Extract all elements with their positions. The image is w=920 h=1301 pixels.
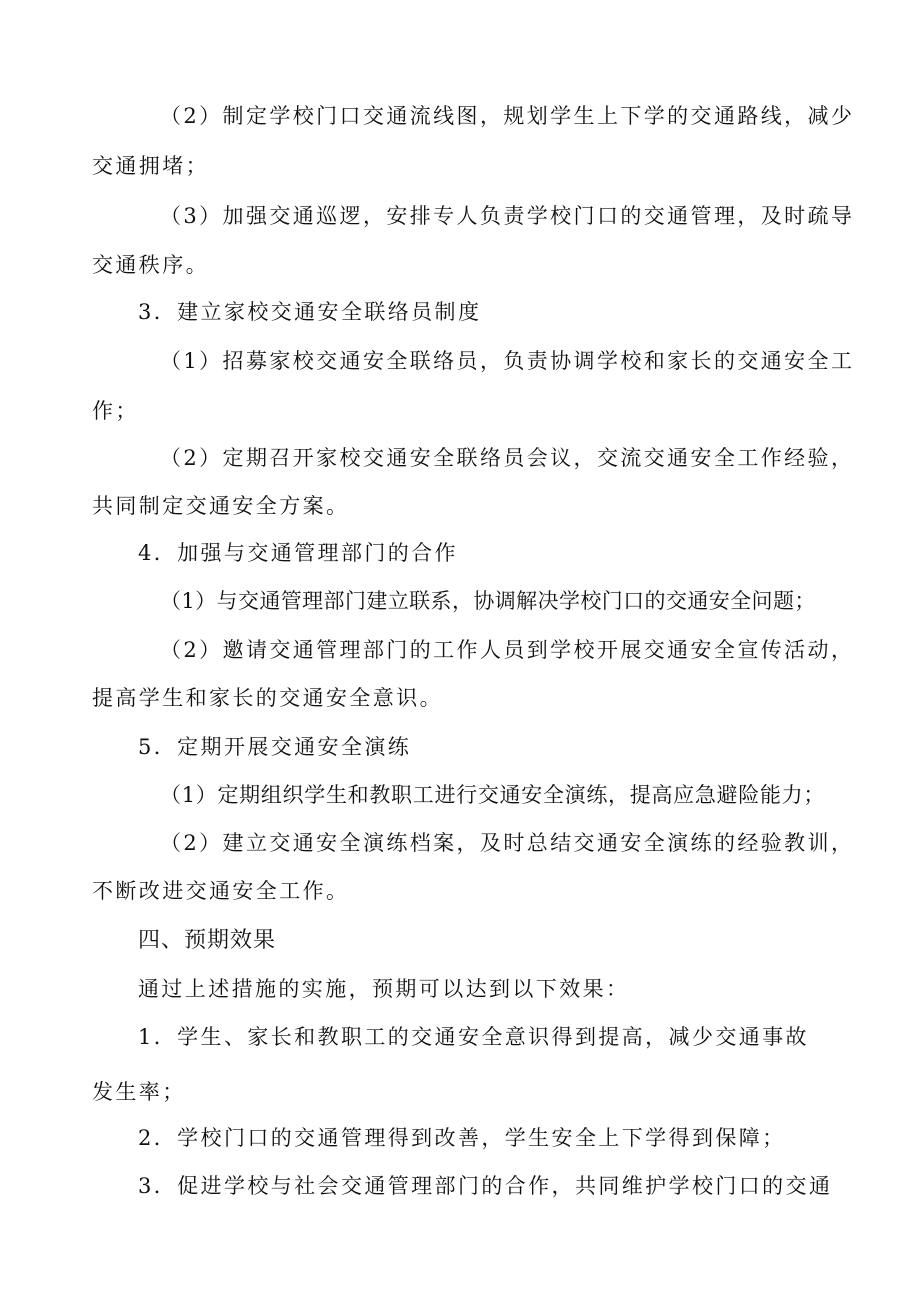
text-line: 不断改进交通安全工作。 bbox=[92, 879, 350, 903]
text-line: （1）与交通管理部门建立联系，协调解决学校门口的交通安全问题； bbox=[160, 589, 816, 613]
text-line: （1）招募家校交通安全联络员，负责协调学校和家长的交通安全工 bbox=[160, 349, 855, 373]
text-line: （2）制定学校门口交通流线图，规划学生上下学的交通路线，减少 bbox=[160, 104, 855, 128]
text-line: （2）建立交通安全演练档案，及时总结交通安全演练的经验教训， bbox=[160, 831, 855, 855]
text-line: 作； bbox=[92, 399, 139, 423]
text-line: 3．促进学校与社会交通管理部门的合作，共同维护学校门口的交通 bbox=[138, 1174, 833, 1198]
section-heading: 5．定期开展交通安全演练 bbox=[138, 735, 412, 759]
text-line: 交通秩序。 bbox=[92, 253, 209, 277]
section-heading: 4．加强与交通管理部门的合作 bbox=[138, 541, 458, 565]
chapter-heading: 四、预期效果 bbox=[138, 928, 277, 953]
text-line: （1）定期组织学生和教职工进行交通安全演练，提高应急避险能力； bbox=[160, 783, 826, 807]
text-line: 共同制定交通安全方案。 bbox=[92, 494, 350, 518]
text-line: 提高学生和家长的交通安全意识。 bbox=[92, 686, 443, 710]
text-line: 2．学校门口的交通管理得到改善，学生安全上下学得到保障； bbox=[138, 1126, 786, 1150]
text-line: 通过上述措施的实施，预期可以达到以下效果： bbox=[138, 977, 630, 1001]
text-line: 1．学生、家长和教职工的交通安全意识得到提高，减少交通事故 bbox=[138, 1025, 809, 1049]
text-line: 交通拥堵； bbox=[92, 154, 209, 178]
text-line: （2）邀请交通管理部门的工作人员到学校开展交通安全宣传活动， bbox=[160, 638, 855, 662]
section-heading: 3．建立家校交通安全联络员制度 bbox=[138, 300, 482, 324]
text-line: 发生率； bbox=[92, 1080, 186, 1104]
text-line: （2）定期召开家校交通安全联络员会议，交流交通安全工作经验， bbox=[160, 446, 855, 470]
text-line: （3）加强交通巡逻，安排专人负责学校门口的交通管理，及时疏导 bbox=[160, 204, 855, 228]
